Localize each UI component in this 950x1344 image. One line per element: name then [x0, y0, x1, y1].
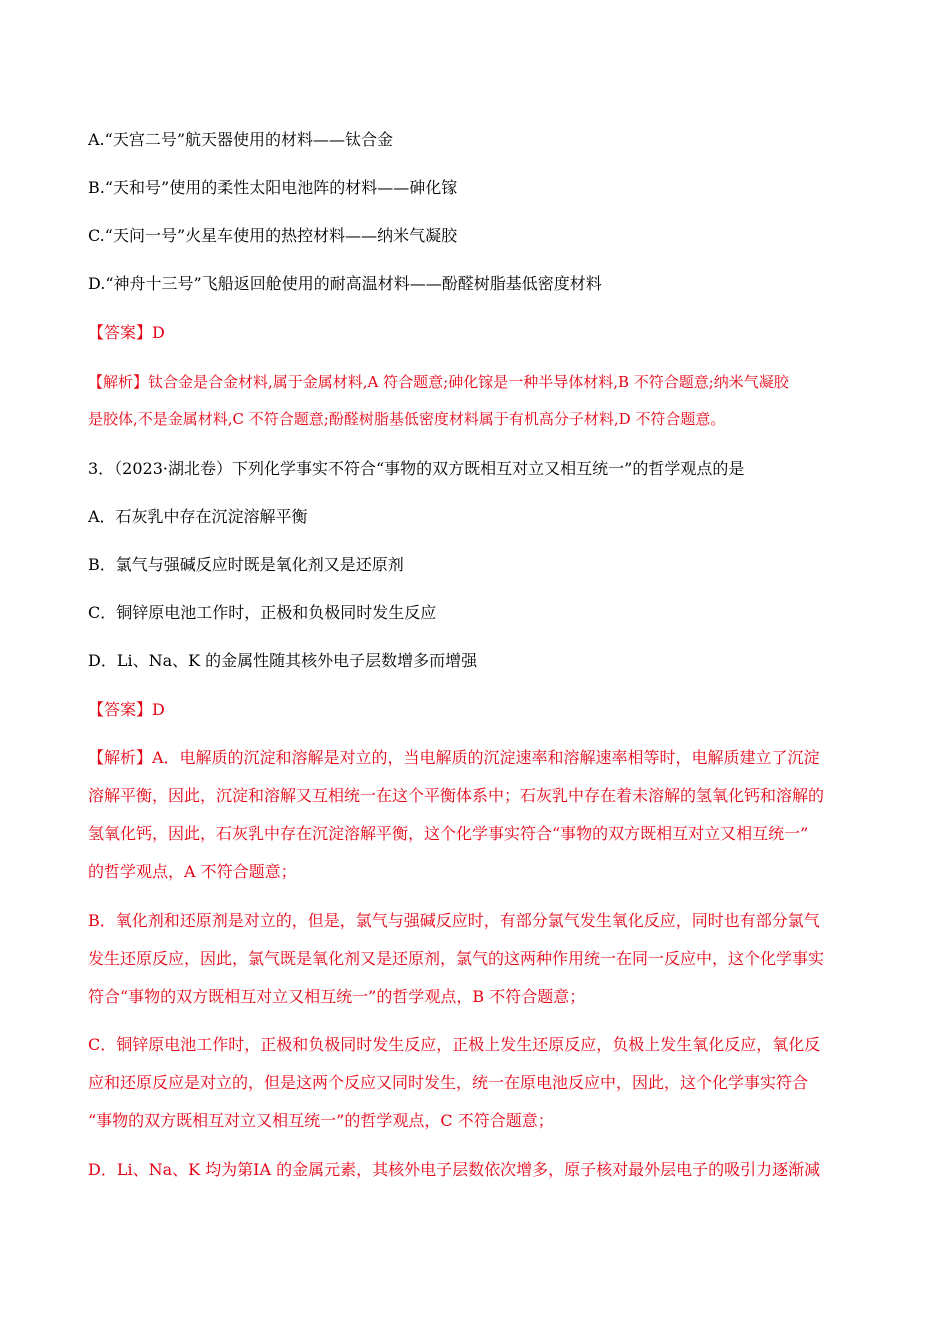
q3-answer: 【答案】D: [88, 700, 165, 719]
q3-option-a: A．石灰乳中存在沉淀溶解平衡: [88, 507, 308, 526]
q3-stem: 3．（2023·湖北卷）下列化学事实不符合“事物的双方既相互对立又相互统一”的哲学观点的是: [88, 459, 745, 478]
q3-option-c: C．铜锌原电池工作时，正极和负极同时发生反应: [88, 603, 437, 622]
q3-analysis-c-line-2: 应和还原反应是对立的，但是这两个反应又同时发生，统一在原电池反应中，因此，这个化学事实符合: [88, 1073, 809, 1092]
q3-analysis-a-line-2: 溶解平衡，因此，沉淀和溶解又互相统一在这个平衡体系中；石灰乳中存在着未溶解的氢氧化钙和溶解的: [88, 786, 825, 805]
q2-option-c: C.“天问一号”火星车使用的热控材料——纳米气凝胶: [88, 226, 458, 245]
q3-analysis-a-line-4: 的哲学观点，A 不符合题意；: [88, 862, 297, 881]
q3-analysis-b-line-1: B．氧化剂和还原剂是对立的，但是，氯气与强碱反应时，有部分氯气发生氧化反应，同时也有部分氯气: [88, 911, 820, 930]
q3-analysis-c-line-3: “事物的双方既相互对立又相互统一”的哲学观点，C 不符合题意；: [88, 1111, 554, 1130]
q3-option-b: B．氯气与强碱反应时既是氧化剂又是还原剂: [88, 555, 404, 574]
q3-analysis-c-line-1: C．铜锌原电池工作时，正极和负极同时发生反应，正极上发生还原反应，负极上发生氧化反应，氧化反: [88, 1035, 821, 1054]
q2-option-b: B.“天和号”使用的柔性太阳电池阵的材料——砷化镓: [88, 178, 458, 197]
q2-option-d: D.“神舟十三号”飞船返回舱使用的耐高温材料——酚醛树脂基低密度材料: [88, 274, 602, 293]
q3-analysis-b-line-2: 发生还原反应，因此，氯气既是氧化剂又是还原剂，氯气的这两种作用统一在同一反应中，这个化学事实: [88, 949, 825, 968]
q3-analysis-d-line-1: D．Li、Na、K 均为第ⅠA 的金属元素，其核外电子层数依次增多，原子核对最外层电子的吸引力逐渐减: [88, 1160, 821, 1179]
q3-analysis-b-line-3: 符合“事物的双方既相互对立又相互统一”的哲学观点，B 不符合题意；: [88, 987, 586, 1006]
q2-option-a: A.“天宫二号”航天器使用的材料——钛合金: [88, 130, 394, 149]
q3-analysis-c: [88, 1026, 863, 1140]
q2-analysis-line-1: 【解析】钛合金是合金材料,属于金属材料,A 符合题意;砷化镓是一种半导体材料,B 不符合题意;纳米气凝胶: [88, 373, 789, 391]
q3-option-d: D．Li、Na、K 的金属性随其核外电子层数增多而增强: [88, 651, 478, 670]
q3-analysis-a-line-1: 【解析】A．电解质的沉淀和溶解是对立的，当电解质的沉淀速率和溶解速率相等时，电解质建立了沉淀: [88, 748, 820, 767]
q3-analysis-a-line-3: 氢氧化钙，因此，石灰乳中存在沉淀溶解平衡，这个化学事实符合“事物的双方既相互对立又相互统一”: [88, 824, 809, 843]
q3-analysis-b: [88, 902, 863, 1016]
q3-analysis-a: [88, 739, 863, 891]
q2-analysis-line-2: 是胶体,不是金属材料,C 不符合题意;酚醛树脂基低密度材料属于有机高分子材料,D 不符合题意。: [88, 410, 726, 428]
q3-analysis-d: [88, 1151, 863, 1189]
q2-answer: 【答案】D: [88, 323, 165, 342]
